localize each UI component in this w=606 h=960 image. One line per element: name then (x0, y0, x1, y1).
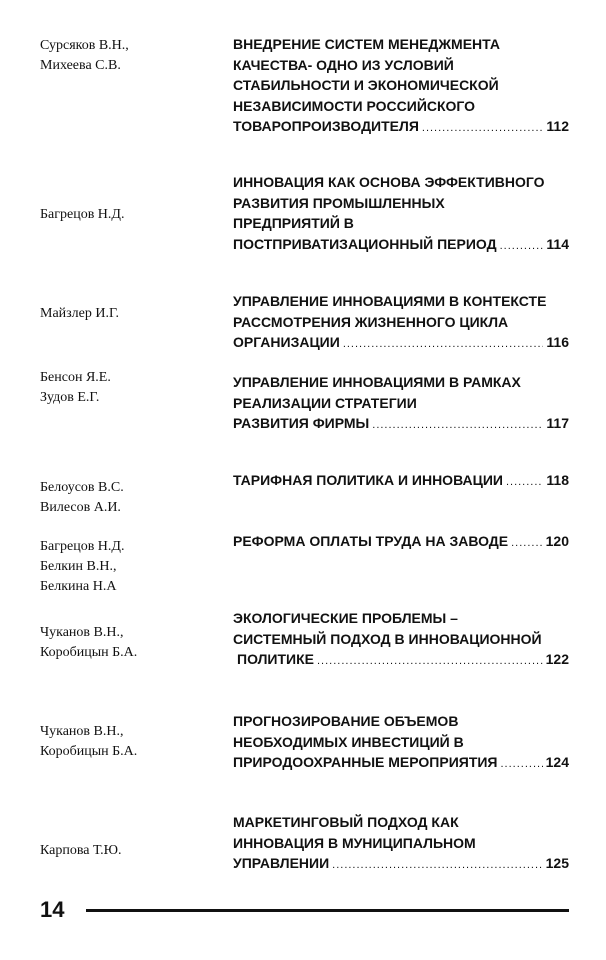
title-line: ПРЕДПРИЯТИЙ В (233, 215, 354, 231)
title-line: РЕФОРМА ОПЛАТЫ ТРУДА НА ЗАВОДЕ (233, 533, 509, 549)
title-line: ЭКОЛОГИЧЕСКИЕ ПРОБЛЕМЫ – (233, 610, 458, 626)
title-line: ТАРИФНАЯ ПОЛИТИКА И ИННОВАЦИИ (233, 472, 503, 488)
title-line: ИННОВАЦИЯ КАК ОСНОВА ЭФФЕКТИВНОГО (233, 174, 545, 190)
title-line: РАССМОТРЕНИЯ ЖИЗНЕННОГО ЦИКЛА (233, 313, 509, 330)
toc-title (233, 812, 569, 876)
title-line: НЕЗАВИСИМОСТИ РОССИЙСКОГО (233, 97, 476, 114)
title-line: СТАБИЛЬНОСТИ И ЭКОНОМИЧЕСКОЙ (233, 77, 499, 93)
toc-authors (40, 36, 220, 76)
dot-leader (500, 236, 544, 257)
dot-leader (317, 651, 543, 672)
dot-leader (422, 118, 544, 139)
author-name: Сурсяков В.Н., (40, 38, 129, 53)
page-ref: 114 (546, 235, 569, 252)
toc-title (233, 291, 569, 355)
author-name: Белоусов В.С. (40, 480, 124, 495)
page-ref: 117 (546, 415, 569, 431)
toc-title (233, 470, 569, 493)
page-ref: 124 (545, 754, 569, 770)
author-name: Вилесов А.И. (40, 500, 121, 515)
author-name: Михеева С.В. (40, 58, 121, 73)
author-name: Белкин В.Н., (40, 559, 117, 574)
author-name: Майзлер И.Г. (40, 306, 120, 321)
toc-authors (40, 841, 220, 861)
toc-authors (40, 478, 220, 518)
toc-authors (40, 722, 220, 762)
title-line: РАЗВИТИЯ ФИРМЫ (233, 415, 370, 431)
page-ref: 120 (545, 533, 569, 549)
title-line: ПОСТПРИВАТИЗАЦИОННЫЙ ПЕРИОД (233, 235, 497, 252)
author-name: Зудов Е.Г. (40, 390, 100, 405)
toc-title (233, 372, 569, 436)
toc-authors (40, 623, 220, 663)
title-line: РЕАЛИЗАЦИИ СТРАТЕГИИ (233, 394, 417, 411)
dot-leader (506, 472, 543, 493)
author-name: Карпова Т.Ю. (40, 843, 122, 858)
title-line: ИННОВАЦИЯ В МУНИЦИПАЛЬНОМ (233, 834, 476, 851)
page-number: 14 (40, 897, 65, 922)
page-ref: 122 (545, 651, 569, 667)
author-name: Багрецов Н.Д. (40, 207, 125, 222)
toc-authors (40, 368, 220, 408)
dot-leader (372, 415, 543, 436)
page-ref: 112 (546, 118, 569, 134)
toc-title (233, 172, 569, 256)
title-line: УПРАВЛЕНИЕ ИННОВАЦИЯМИ В РАМКАХ (233, 374, 521, 390)
toc-authors (40, 205, 220, 225)
toc-title (233, 531, 569, 554)
title-line: СИСТЕМНЫЙ ПОДХОД В ИННОВАЦИОННОЙ (233, 630, 542, 647)
title-line: УПРАВЛЕНИЕ ИННОВАЦИЯМИ В КОНТЕКСТЕ (233, 293, 547, 309)
title-line: ОРГАНИЗАЦИИ (233, 334, 340, 350)
page-ref: 125 (545, 855, 569, 871)
title-line: ТОВАРОПРОИЗВОДИТЕЛЯ (233, 118, 419, 134)
author-name: Коробицын Б.А. (40, 744, 138, 759)
page-ref: 118 (546, 472, 569, 488)
author-name: Бенсон Я.Е. (40, 370, 111, 385)
toc-title (233, 34, 569, 139)
dot-leader (511, 533, 543, 554)
toc-title (233, 608, 569, 672)
dot-leader (343, 334, 544, 355)
toc-authors (40, 537, 220, 597)
title-line: УПРАВЛЕНИИ (233, 855, 330, 871)
title-line: ВНЕДРЕНИЕ СИСТЕМ МЕНЕДЖМЕНТА (233, 36, 500, 52)
author-name: Багрецов Н.Д. (40, 539, 125, 554)
toc-authors (40, 304, 220, 324)
author-name: Чуканов В.Н., (40, 625, 124, 640)
title-line: КАЧЕСТВА- ОДНО ИЗ УСЛОВИЙ (233, 56, 454, 73)
title-line: РАЗВИТИЯ ПРОМЫШЛЕННЫХ (233, 194, 445, 211)
title-line: ПРИРОДООХРАННЫЕ МЕРОПРИЯТИЯ (233, 754, 498, 770)
footer-rule (86, 909, 569, 912)
toc-title (233, 711, 569, 775)
title-line: ПОЛИТИКЕ (237, 651, 314, 667)
title-line: МАРКЕТИНГОВЫЙ ПОДХОД КАК (233, 814, 459, 830)
author-name: Белкина Н.А (40, 579, 117, 594)
dot-leader (332, 855, 542, 876)
author-name: Коробицын Б.А. (40, 645, 138, 660)
author-name: Чуканов В.Н., (40, 724, 124, 739)
title-line: ПРОГНОЗИРОВАНИЕ ОБЪЕМОВ (233, 713, 459, 729)
dot-leader (501, 754, 543, 775)
page-ref: 116 (546, 334, 569, 350)
title-line: НЕОБХОДИМЫХ ИНВЕСТИЦИЙ В (233, 733, 464, 750)
